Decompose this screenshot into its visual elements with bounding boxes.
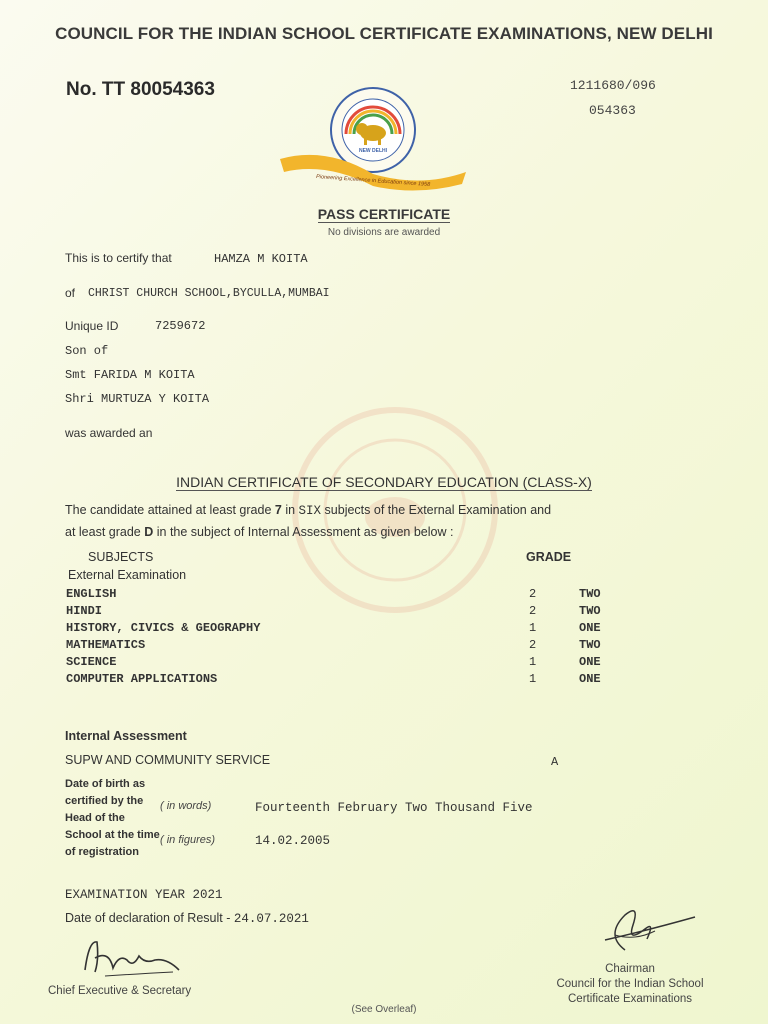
subject-grade-number: 1 [529,655,537,669]
chairman-block [540,962,720,1007]
certificate-number: No. TT 80054363 [66,79,215,100]
reference-number-2: 054363 [589,103,636,118]
school-name: CHRIST CHURCH SCHOOL,BYCULLA,MUMBAI [88,287,330,300]
dob-words-label: ( in words) [160,800,212,812]
subject-name: HINDI [66,604,103,618]
see-overleaf-note: (See Overleaf) [351,1004,417,1015]
council-seal-logo [276,84,471,194]
dob-figures-label: ( in figures) [160,834,216,846]
table-row [0,638,768,655]
external-exam-label: External Examination [68,568,187,582]
dob-label: Date of birth as certified by the Head of the School at the time of registration [65,778,160,858]
reference-number-1: 1211680/096 [570,78,656,93]
awarded-label: was awarded an [65,426,153,440]
certificate-subtitle: No divisions are awarded [327,227,441,238]
table-row [0,672,768,689]
subject-grade-number: 1 [529,672,537,686]
chairman-signature [585,895,700,960]
table-row [0,621,768,638]
subject-grade-words: TWO [579,604,601,618]
unique-id-label: Unique ID [65,319,119,333]
chairman-title: Chairman [605,963,655,975]
mother-name: Smt FARIDA M KOITA [65,368,195,382]
candidate-name: HAMZA M KOITA [214,252,308,266]
grade-statement: The candidate attained at least grade 7 in SIX subjects of the External Examination and at least grade D in the subject of Internal Assessment as given below : [65,503,552,539]
svg-text:Pioneering Excellence in Educa: Pioneering Excellence in Education since 1958 [315,174,431,188]
council-heading: COUNCIL FOR THE INDIAN SCHOOL CERTIFICATE EXAMINATIONS, NEW DELHI [55,24,713,43]
subject-name: COMPUTER APPLICATIONS [66,672,218,686]
subject-grade-number: 1 [529,621,537,635]
internal-subject: SUPW AND COMMUNITY SERVICE [65,753,271,767]
subject-grade-words: TWO [579,638,601,652]
subject-grade-words: TWO [579,587,601,601]
subject-name: SCIENCE [66,655,117,669]
father-name: Shri MURTUZA Y KOITA [65,392,210,406]
dob-words: Fourteenth February Two Thousand Five [255,801,533,815]
subject-name: HISTORY, CIVICS & GEOGRAPHY [66,621,261,635]
subject-grade-number: 2 [529,638,537,652]
certificate-title: PASS CERTIFICATE [317,206,451,222]
secretary-title: Chief Executive & Secretary [48,985,192,997]
secretary-signature [75,930,195,985]
subject-grade-words: ONE [579,655,601,669]
internal-grade: A [551,755,559,769]
relation-label: Son of [65,344,109,358]
internal-assessment-label: Internal Assessment [65,729,187,743]
grade-header: GRADE [526,550,572,564]
subject-name: MATHEMATICS [66,638,146,652]
declaration-date: 24.07.2021 [233,912,309,926]
examination-year: EXAMINATION YEAR 2021 [65,888,223,902]
subject-grade-words: ONE [579,672,601,686]
table-row [0,655,768,672]
subject-grade-words: ONE [579,621,601,635]
table-row [0,604,768,621]
declaration-line [65,911,309,926]
school-of-label: of [65,286,76,300]
svg-text:NEW DELHI: NEW DELHI [358,148,388,154]
chairman-council-line1: Council for the Indian School [556,978,704,990]
subject-name: ENGLISH [66,587,117,601]
table-row [0,587,768,604]
certify-label: This is to certify that [65,251,172,265]
chairman-council-line2: Certificate Examinations [568,993,692,1005]
subject-grade-number: 2 [529,587,537,601]
subject-grade-number: 2 [529,604,537,618]
course-title: INDIAN CERTIFICATE OF SECONDARY EDUCATION (CLASS-X) [176,474,592,490]
dob-figures: 14.02.2005 [255,834,331,848]
subjects-header: SUBJECTS [88,550,154,564]
unique-id-value: 7259672 [155,319,206,333]
declaration-label: Date of declaration of Result - [65,911,231,925]
